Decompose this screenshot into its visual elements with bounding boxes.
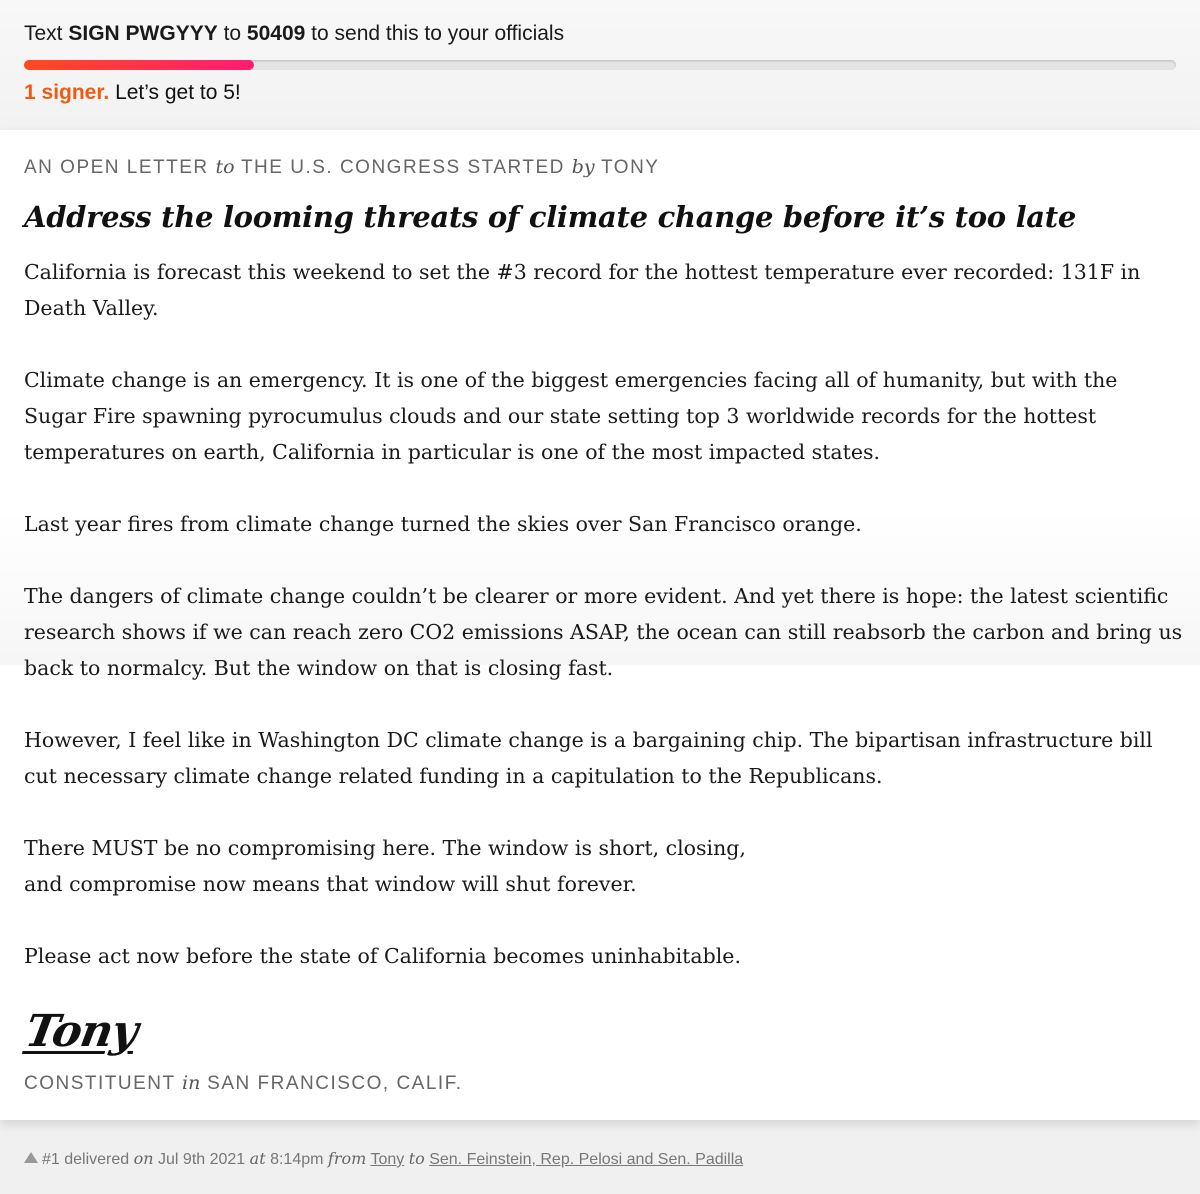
signer-goal: Let’s get to 5! (115, 81, 241, 104)
eyebrow-recipient: THE U.S. CONGRESS STARTED (240, 157, 565, 178)
author-signature: Tony (21, 1006, 142, 1057)
letter-body (24, 254, 1184, 1010)
eyebrow-to: to (215, 156, 235, 178)
sms-instructions (24, 22, 564, 46)
letter-paragraph: California is forecast this weekend to set the #3 record for the hottest temperature ever recorded: 131F in Death Valley. (24, 260, 1141, 320)
footer-at: at (249, 1149, 266, 1168)
constituent-label: CONSTITUENT (24, 1073, 176, 1094)
footer-to: to (408, 1149, 425, 1168)
signer-status (24, 81, 241, 105)
letter-paragraph: There MUST be no compromising here. The window is short, closing, and compromise now means that window will shut forever. (24, 836, 746, 896)
sms-header (0, 0, 1200, 130)
footer-on: on (133, 1149, 154, 1168)
letter-paragraph: However, I feel like in Washington DC climate change is a bargaining chip. The bipartisan infrastructure bill cut necessary climate change related funding in a capitulation to the Republicans. (24, 728, 1153, 788)
letter-title: Address the looming threats of climate change before it’s too late (24, 200, 1077, 234)
letter-paragraph: Last year fires from climate change turned the skies over San Francisco orange. (24, 512, 862, 536)
eyebrow-open-letter: AN OPEN LETTER (24, 157, 209, 178)
signer-count: 1 signer. (24, 81, 110, 104)
sms-prefix: Text (24, 22, 63, 45)
letter-eyebrow (24, 156, 659, 179)
constituent-in: in (182, 1072, 201, 1094)
eyebrow-by: by (571, 156, 595, 178)
delivery-date: Jul 9th 2021 (158, 1151, 246, 1168)
signer-progress-fill (24, 60, 254, 70)
recipients-link[interactable]: Sen. Feinstein, Rep. Pelosi and Sen. Padilla (429, 1151, 744, 1168)
constituent-location: SAN FRANCISCO, CALIF. (207, 1073, 463, 1094)
sms-number: 50409 (246, 22, 306, 45)
delivery-time: 8:14pm (270, 1151, 324, 1168)
footer-from: from (327, 1149, 367, 1168)
sender-link[interactable]: Tony (370, 1151, 405, 1168)
constituent-line (24, 1072, 462, 1095)
sms-suffix: to send this to your officials (311, 22, 565, 45)
sms-to: to (223, 22, 242, 45)
letter-paragraph: Climate change is an emergency. It is one of the biggest emergencies facing all of humanity, but with the Sugar Fire spawning pyrocumulus clouds and our state setting top 3 worldwide records for the hottest temperatures on earth, California in particular is one of the most impacted states. (24, 368, 1118, 464)
signer-progress-bar (24, 60, 1176, 70)
letter-paragraph: The dangers of climate change couldn’t be clearer or more evident. And yet there is hope: the latest scientific research shows if we can reach zero CO2 emissions ASAP, the ocean can still reabsorb the carbon and bring us back to normalcy. But the window on that is closing fast. (24, 584, 1183, 680)
delivery-footer (24, 1149, 743, 1169)
delivery-number: #1 delivered (42, 1151, 130, 1168)
letter-paragraph: Please act now before the state of California becomes uninhabitable. (24, 944, 741, 968)
letter-card (0, 130, 1200, 1120)
triangle-up-icon (24, 1152, 38, 1163)
eyebrow-author: TONY (601, 157, 660, 178)
sms-keyword: SIGN PWGYYY (68, 22, 218, 45)
